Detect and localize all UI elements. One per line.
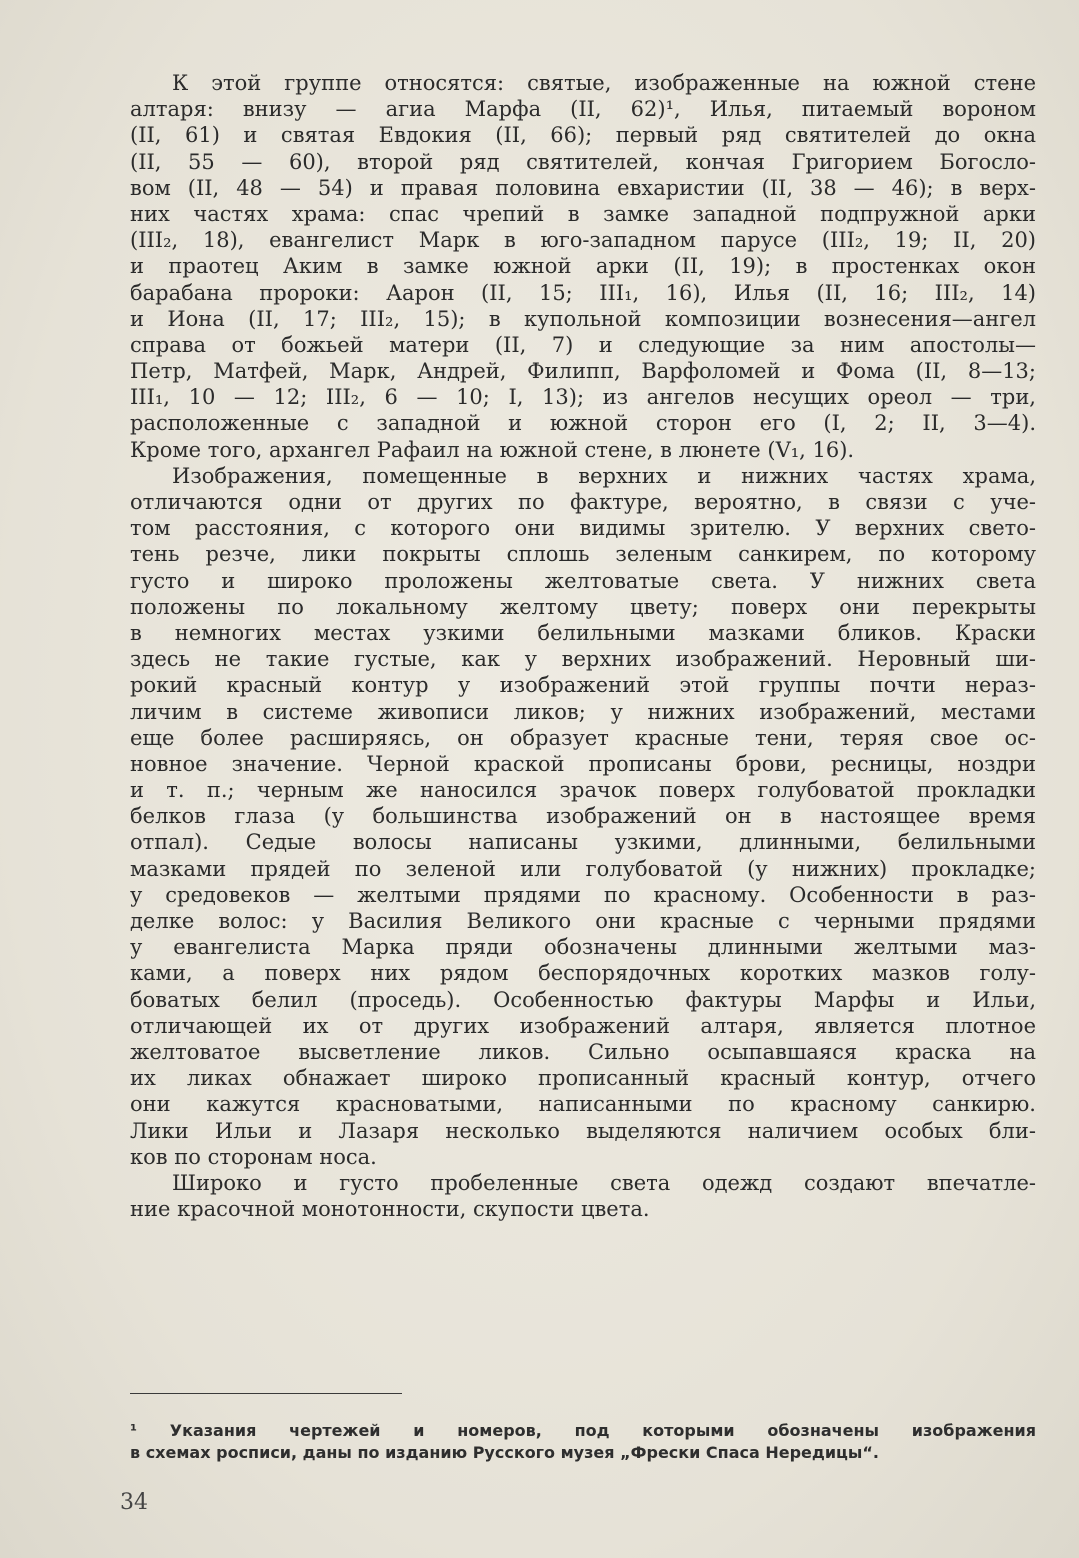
main-text [130,70,1036,1222]
text-line: и праотец Аким в замке южной арки (II, 19); в простенках окон [130,254,1036,279]
text-line: в немногих местах узкими белильными мазками бликов. Краски [130,620,1036,645]
text-line: отличаются одни от других по фактуре, вероятно, в связи с уче- [130,490,1036,514]
page-number: 34 [120,1490,148,1515]
text-line: (III₂, 18), евангелист Марк в юго-западном парусе (III₂, 19; II, 20) [130,228,1036,253]
text-line: тень резче, лики покрыты сплошь зеленым санкирем, по которому [130,542,1036,567]
paragraph-3 [130,1170,1036,1222]
text-line: у евангелиста Марка пряди обозначены длинными желтыми маз- [130,935,1036,960]
text-line: и т. п.; черным же наносился зрачок поверх голубоватой прокладки [130,778,1036,803]
paragraph-2 [130,463,1036,1170]
text-line: Лики Ильи и Лазаря несколько выделяются наличием особых бли- [130,1118,1036,1143]
text-line: них частях храма: спас чрепий в замке западной подпружной арки [130,201,1036,226]
text-line: справа от божьей матери (II, 7) и следующие за ним апостолы— [130,332,1036,357]
text-line: еще более расширяясь, он образует красные тени, теряя свое ос- [130,725,1036,750]
footnote-line: ¹ Указания чертежей и номеров, под которыми обозначены изображения [130,1421,1036,1440]
text-line: отличающей их от других изображений алтаря, является плотное [130,1013,1036,1038]
text-line: том расстояния, с которого они видимы зрителю. У верхних свето- [130,516,1036,541]
text-line: положены по локальному желтому цвету; поверх они перекрыты [130,594,1036,619]
text-line: здесь не такие густые, как у верхних изображений. Неровный ши- [130,647,1036,672]
text-line: вом (II, 48 — 54) и правая половина евхаристии (II, 38 — 46); в верх- [130,175,1036,200]
text-line: ков по сторонам носа. [130,1144,377,1169]
text-line: К этой группе относятся: святые, изображенные на южной стене [172,71,1036,95]
text-line: они кажутся красноватыми, написанными по красному санкирю. [130,1092,1036,1117]
text-line: (II, 55 — 60), второй ряд святителей, кончая Григорием Богосло- [130,149,1036,174]
text-line: делке волос: у Василия Великого они красные с черными прядями [130,909,1036,933]
text-line: алтаря: внизу — агиа Марфа (II, 62)¹, Илья, питаемый вороном [130,97,1036,122]
footnote-line: в схемах росписи, даны по изданию Русского музея „Фрески Спаса Нередицы“. [130,1443,879,1462]
text-line: Широко и густо пробеленные света одежд создают впечатле- [172,1170,1036,1195]
text-line: личим в системе живописи ликов; у нижних изображений, местами [130,699,1036,724]
text-line: Изображения, помещенные в верхних и нижних частях храма, [172,463,1036,488]
text-line: (II, 61) и святая Евдокия (II, 66); первый ряд святителей до окна [130,123,1036,148]
text-line: барабана пророки: Аарон (II, 15; III₁, 16), Илья (II, 16; III₂, 14) [130,280,1036,305]
text-line: ками, а поверх них рядом беспорядочных коротких мазков голу- [130,961,1036,986]
text-line: отпал). Седые волосы написаны узкими, длинными, белильными [130,830,1036,855]
text-line: их ликах обнажает широко прописанный красный контур, отчего [130,1066,1036,1091]
text-line: мазками прядей по зеленой или голубоватой (у нижних) прокладке; [130,856,1036,881]
text-line: III₁, 10 — 12; III₂, 6 — 10; I, 13); из ангелов несущих ореол — три, [130,385,1036,410]
text-line: у средовеков — желтыми прядями по красному. Особенности в раз- [130,882,1036,907]
footnote-divider [130,1393,402,1394]
text-line: белков глаза (у большинства изображений он в настоящее время [130,804,1036,829]
text-line: Кроме того, архангел Рафаил на южной стене, в люнете (V₁, 16). [130,437,855,462]
text-line: боватых белил (проседь). Особенностью фактуры Марфы и Ильи, [130,987,1036,1012]
text-line: густо и широко проложены желтоватые света. У нижних света [130,568,1036,593]
text-line: желтоватое высветление ликов. Сильно осыпавшаяся краска на [130,1039,1036,1064]
paragraph-1 [130,70,1036,463]
footnote [130,1420,1036,1464]
text-line: ние красочной монотонности, скупости цвета. [130,1197,650,1222]
text-line: Петр, Матфей, Марк, Андрей, Филипп, Варфоломей и Фома (II, 8—13; [130,359,1036,384]
text-line: рокий красный контур у изображений этой группы почти нераз- [130,673,1036,698]
text-line: новное значение. Черной краской прописаны брови, ресницы, ноздри [130,751,1036,776]
text-line: и Иона (II, 17; III₂, 15); в купольной композиции вознесения—ангел [130,306,1036,331]
text-line: расположенные с западной и южной сторон его (I, 2; II, 3—4). [130,411,1036,436]
